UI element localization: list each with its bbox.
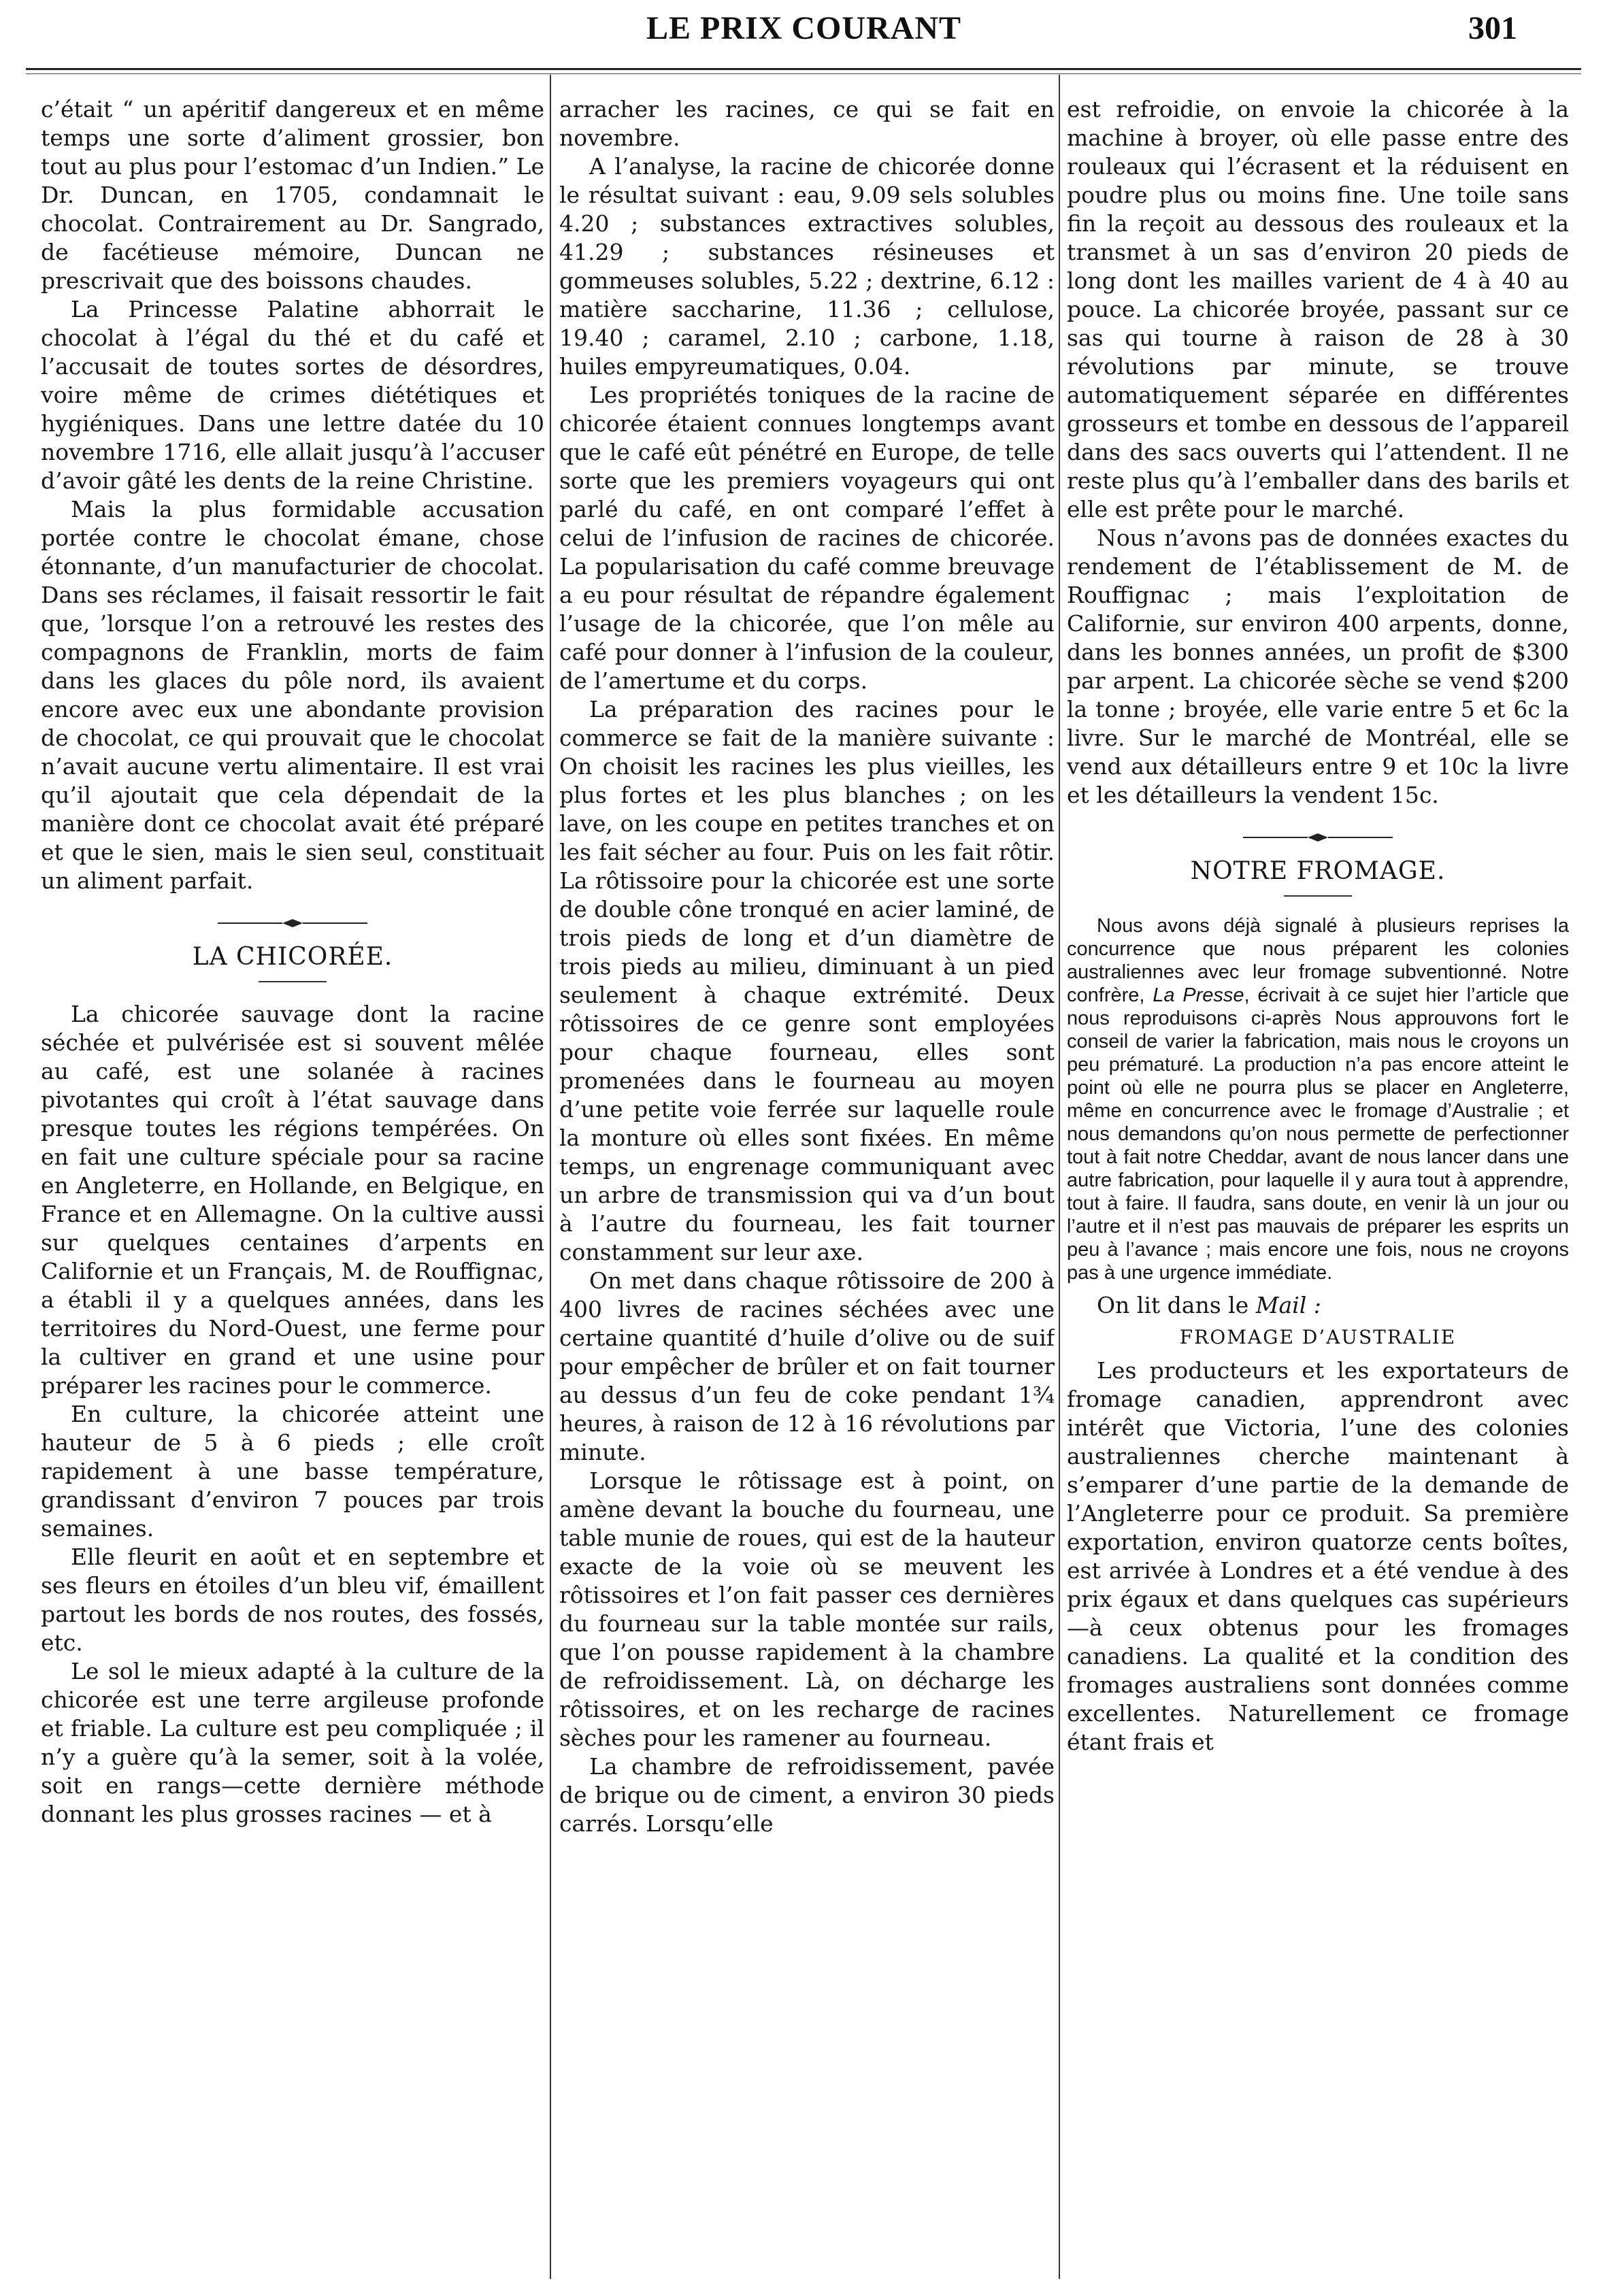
column-1 xyxy=(41,95,544,2279)
paragraph: Les propriétés toniques de la racine de chicorée étaient connues longtemps avant que le café eût pénétré en Europe, de telle sorte que les premiers voyageurs qui ont parlé du café, en ont comparé l’effet à celui de l’infusion de racines de chicorée. La popularisation du café comme breuvage a eu pour résultat de répandre également l’usage de la chicorée, que l’on mêle au café pour donner à l’infusion de la couleur, de l’amertume et du corps. xyxy=(559,382,1055,694)
paragraph: Lorsque le rôtissage est à point, on amène devant la bouche du fourneau, une table munie de roues, qui est de la hauteur exacte de la voie où se meuvent les rôtissoires et l’on fait passer ces dernières du fourneau sur la table montée sur rails, que l’on pousse rapidement à la chambre de refroidissement. Là, on décharge les rôtissoires, et on les recharge de racines sèches pour les ramener au fourneau. xyxy=(559,1467,1055,1751)
paragraph: Mais la plus formidable accusation portée contre le chocolat émane, chose étonnante, d’un manufacturier de chocolat. Dans ses réclames, il faisait ressortir le fait que, ’lorsque l’on a retrouvé les restes des compagnons de Franklin, morts de faim dans les glaces du pôle nord, ils avaient encore avec eux une abondante provision de chocolat, ce qui prouvait que le chocolat n’avait aucune vertu alimentaire. Il est vrai qu’il ajoutait que cela dépendait de la manière dont ce chocolat avait été préparé et que le sien, mais le sien seul, constituait un aliment parfait. xyxy=(41,496,544,894)
header-rule xyxy=(26,68,1581,70)
paragraph: Elle fleurit en août et en septembre et ses fleurs en étoiles d’un bleu vif, émaillent partout les bords de nos routes, des fossés, etc. xyxy=(41,1544,544,1656)
column-3 xyxy=(1067,95,1569,2279)
title-rule xyxy=(259,981,327,982)
paragraph: arracher les racines, ce qui se fait en novembre. xyxy=(559,96,1055,151)
paragraph: La chambre de refroidissement, pavée de brique ou de ciment, a environ 30 pieds carrés. Lorsqu’elle xyxy=(559,1753,1055,1837)
text-run: On lit dans le xyxy=(1097,1292,1256,1318)
page-header xyxy=(0,0,1605,75)
header-rule-thin xyxy=(26,73,1581,74)
ornament-divider xyxy=(1243,833,1393,842)
paragraph: c’était “ un apéritif dangereux et en même temps une sorte d’aliment grossier, bon tout au plus pour l’estomac d’un Indien.” Le Dr. Duncan, en 1705, condamnait le chocolat. Contrairement au Dr. Sangrado, de facétieuse mémoire, Duncan ne prescrivait que des boissons chaudes. xyxy=(41,96,544,294)
paragraph: Nous n’avons pas de données exactes du rendement de l’établissement de M. de Rouffignac ; mais l’exploitation de Californie, sur environ 400 arpents, donne, dans les bonnes années, un profit de $300 par arpent. La chicorée sèche se vend $200 la tonne ; broyée, elle varie entre 5 et 6c la livre. Sur le marché de Montréal, elle se vend aux détailleurs entre 9 et 10c la livre et les détailleurs la vendent 15c. xyxy=(1067,525,1569,808)
paragraph: est refroidie, on envoie la chicorée à la machine à broyer, où elle passe entre des rouleaux qui l’écrasent et la réduisent en poudre plus ou moins fine. Une toile sans fin la reçoit au dessous des rouleaux et la transmet à un sas d’environ 20 pieds de long dont les mailles varient de 4 à 40 au pouce. La chicorée broyée, passant sur ce sas qui tourne à raison de 28 à 30 révolutions par minute, se trouve automatiquement séparée en différentes grosseurs et tombe en dessous de l’appareil dans des sacs ouverts qui l’attendent. Il ne reste plus qu’à l’emballer dans des barils et elle est prête pour le marché. xyxy=(1067,96,1569,522)
paragraph: En culture, la chicorée atteint une hauteur de 5 à 6 pieds ; elle croît rapidement à une basse température, grandissant d’environ 7 pouces par trois semaines. xyxy=(41,1401,544,1542)
section-title-chicoree: LA CHICORÉE. xyxy=(192,943,393,971)
paragraph: La chicorée sauvage dont la racine séchée et pulvérisée est si souvent mêlée au café, est une solanée à racines pivotantes qui croît à l’état sauvage dans presque toutes les régions tempérées. On en fait une culture spéciale pour sa racine en Angleterre, en Hollande, en Belgique, en France et en Allemagne. On la cultive aussi sur quelques centaines d’arpents en Californie et un Français, M. de Rouffignac, a établi il y a quelques années, dans les territoires du Nord-Ouest, une ferme pour la cultiver en grand et une usine pour préparer les racines pour le commerce. xyxy=(41,1001,544,1399)
paragraph: La préparation des racines pour le commerce se fait de la manière suivante : On choisit les racines les plus vieilles, les plus fortes et les plus blanches ; on les lave, on les coupe en petites tranches et on les fait sécher au four. Puis on les fait rôtir. La rôtissoire pour la chicorée est une sorte de double cône tronqué en acier laminé, de trois pieds de long et d’un diamètre de trois pieds au milieu, diminuant à un pied seulement à chaque extrémité. Deux rôtissoires de ce genre sont employées pour chaque fourneau, elles sont promenées dans le fourneau au moyen d’une petite voie ferrée sur laquelle roule la monture où elles sont fixées. En même temps, un engrenage communiquant avec un arbre de transmission qui va d’un bout à l’autre du fourneau, les fait tourner constamment sur leur axe. xyxy=(559,696,1055,1265)
paragraph: La Princesse Palatine abhorrait le chocolat à l’égal du thé et du café et l’accusait de toutes sortes de désordres, voire même de crimes diététiques et hygiéniques. Dans une lettre datée du 10 novembre 1716, elle allait jusqu’à l’accuser d’avoir gâté les dents de la reine Christine. xyxy=(41,296,544,494)
paragraph xyxy=(1067,1291,1569,1320)
paragraph: A l’analyse, la racine de chicorée donne le résultat suivant : eau, 9.09 sels solubles 4.20 ; substances extractives solubles, 41.29 ; substances résineuses et gommeuses solubles, 5.22 ; dextrine, 6.12 : matière saccharine, 11.36 ; cellulose, 19.40 ; caramel, 2.10 ; carbone, 1.18, huiles empyreumatiques, 0.04. xyxy=(559,153,1055,380)
title-rule xyxy=(1284,895,1352,897)
ornament-divider xyxy=(218,918,367,928)
paragraph: Le sol le mieux adapté à la culture de la chicorée est une terre argileuse profonde et friable. La culture est peu compliquée ; il n’y a guère qu’à la semer, soit à la volée, soit en rangs—cette dernière méthode donnant les plus grosses racines — et à xyxy=(41,1658,544,1827)
page-number: 301 xyxy=(1468,10,1517,46)
paragraph: Les producteurs et les exportateurs de fromage canadien, apprendront avec intérêt que Victoria, l’une des colonies australiennes cherche maintenant à s’emparer d’une partie de la demande de l’Angleterre pour ce produit. Sa première exportation, environ quatorze cents boîtes, est arrivée à Londres et a été vendue à des prix égaux et dans quelques cas supérieurs—à ceux obtenus pour les fromages canadiens. La qualité et la condition des fromages australiens sont données comme excellentes. Naturellement ce fromage étant frais et xyxy=(1067,1357,1569,1755)
publication-name: Mail : xyxy=(1255,1292,1321,1318)
section-title-fromage: NOTRE FROMAGE. xyxy=(1190,857,1446,885)
text-run: , écrivait à ce sujet hier l’article que nous reproduisons ci-après Nous approuvons fort le conseil de varier la fabrication, mais nous le croyons un peu prématuré. La production n’a pas encore atteint le point où elle ne pourra plus se placer en Angleterre, même en concurrence avec le fromage d’Australie ; et nous demandons qu’on nous permette de perfectionner tout à fait notre Cheddar, avant de nous lancer dans une autre fabrication, pour laquelle il y aura tout à apprendre, tout à faire. Il faudra, sans doute, en venir là un jour ou l’autre et il n’est pas mauvais de préparer les esprits un peu à l’avance ; mais encore une fois, nous ne croyons pas à une urgence immédiate. xyxy=(1067,984,1569,1284)
text-run: Nous avons déjà signalé à plusieurs reprises la concurrence que nous préparent les colonies australiennes avec leur fromage subventionné. Notre confrère, xyxy=(1067,915,1569,1006)
column-divider-1 xyxy=(550,75,551,2279)
paragraph: On met dans chaque rôtissoire de 200 à 400 livres de racines séchées avec une certaine quantité d’huile d’olive ou de suif pour empêcher de brûler et on fait tourner au dessus d’un feu de coke pendant 1¾ heures, à raison de 12 à 16 révolutions par minute. xyxy=(559,1267,1055,1465)
running-title: LE PRIX COURANT xyxy=(646,10,962,46)
sub-title: FROMAGE D’AUSTRALIE xyxy=(1179,1326,1457,1348)
paragraph-small xyxy=(1067,914,1569,1284)
column-2 xyxy=(559,95,1055,2279)
publication-name: La Presse xyxy=(1153,984,1244,1006)
column-divider-2 xyxy=(1059,75,1060,2279)
